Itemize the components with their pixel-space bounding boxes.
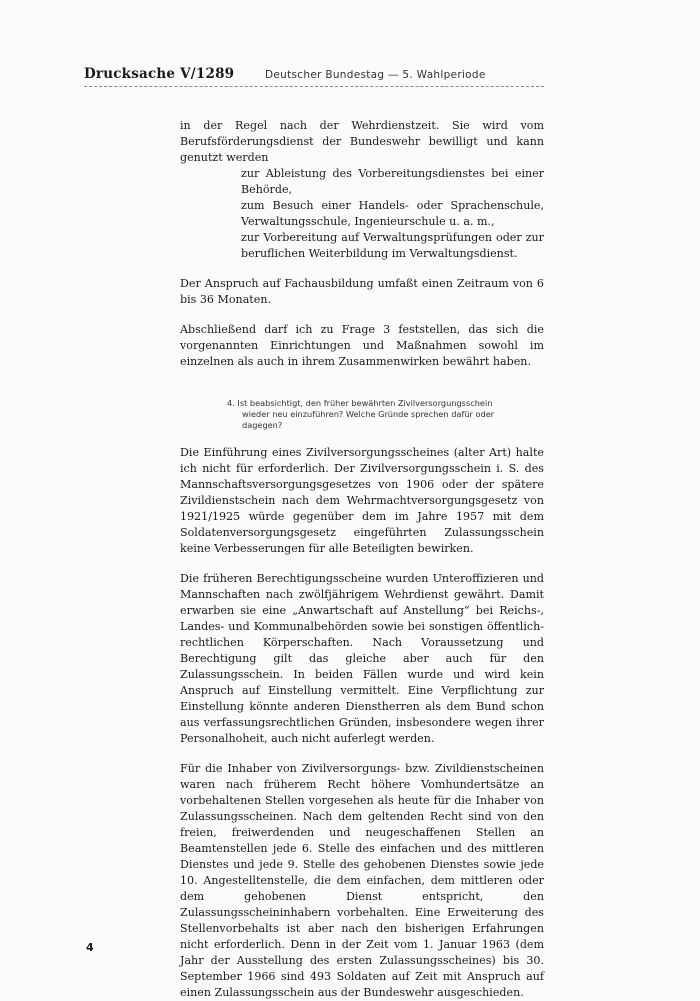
question-line: dagegen?	[242, 420, 283, 430]
answer-paragraph-2: Die früheren Berechtigungsscheine wurden Unteroffizieren und Mannschaften nach zwölfjährigem Wehrdienst gewährt. Damit erwarben sie eine „Anwartschaft auf Anstellung“ bei Reichs-, Landes- und Kommunalbehörden sowie bei sonstigen öffentlich-rechtlichen Körperschaften. Nach Voraussetzung und Berechtigung gilt das gleiche aber auch für den Zulassungsschein. In beiden Fällen wurde und wird kein Anspruch auf Einstellung vermittelt. Eine Verpflichtung zur Einstellung könnte anderen Dienstherren als dem Bund schon aus verfassungsrechtlichen Gründen, insbesondere wegen ihrer Personalhoheit, auch nicht auferlegt werden.	[180, 572, 544, 745]
list-item: zum Besuch einer Handels- oder Sprachenschule, Verwaltungsschule, Ingenieurschule u. a. m.,	[241, 199, 544, 228]
page-header	[84, 64, 544, 87]
claim-paragraph: Der Anspruch auf Fachausbildung umfaßt einen Zeitraum von 6 bis 36 Monaten.	[180, 277, 544, 306]
issuer-line: Deutscher Bundestag — 5. Wahlperiode	[265, 69, 486, 81]
document-number: Drucksache V/1289	[84, 66, 235, 82]
list-item: zur Vorbereitung auf Verwaltungsprüfungen oder zur beruflichen Weiterbildung im Verwaltungsdienst.	[241, 231, 544, 260]
question-line: 4. Ist beabsichtigt, den früher bewährten Zivilversorgungsschein	[227, 398, 493, 408]
question-line: wieder neu einzuführen? Welche Gründe sprechen dafür oder	[242, 409, 495, 419]
answer-paragraph-3: Für die Inhaber von Zivilversorgungs- bzw. Zivildienstscheinen waren nach früherem Recht höhere Vomhundertsätze an vorbehaltenen Stellen vorgesehen als heute für die Inhaber von Zulassungsscheinen. Nach dem geltenden Recht sind von den freien, freiwerdenden und neugeschaffenen Stellen an Beamtenstellen jede 6. Stelle des einfachen und des mittleren Dienstes und jede 9. Stelle des gehobenen Dienstes sowie jede 10. Angestelltenstelle, die dem einfachen, dem mittleren oder dem gehobenen Dienst entspricht, den Zulassungsscheininhabern vorbehalten. Eine Erweiterung des Stellenvorbehalts ist aber nach den bisherigen Erfahrungen nicht erforderlich. Denn in der Zeit vom 1. Januar 1963 (dem Jahr der Ausstellung des ersten Zulassungsscheines) bis 30. September 1966 sind 493 Soldaten auf Zeit mit Anspruch auf einen Zulassungsschein aus der Bundeswehr ausgeschieden.	[180, 762, 544, 999]
usage-list	[241, 166, 544, 262]
page-number: 4	[86, 941, 94, 954]
answer-paragraph-1: Die Einführung eines Zivilversorgungsscheines (alter Art) halte ich nicht für erforderlich. Der Zivilversorgungsschein i. S. des Mannschaftsversorgungsgesetzes von 1906 oder der spätere Zivildienstschein nach dem Wehrmachtversorgungsgesetz von 1921/1925 würde gegenüber dem im Jahre 1957 mit dem Soldatenversorgungsgesetz eingeführten Zulassungsschein keine Verbesserungen für alle Beteiligten bewirken.	[180, 446, 544, 555]
question-4	[227, 398, 544, 431]
body-text	[180, 118, 544, 1001]
list-item: zur Ableistung des Vorbereitungsdienstes bei einer Behörde,	[241, 167, 544, 196]
conclusion-paragraph: Abschließend darf ich zu Frage 3 feststellen, das sich die vorgenannten Einrichtungen und Maßnahmen sowohl im einzelnen als auch in ihrem Zusammenwirken bewährt haben.	[180, 323, 544, 368]
intro-paragraph: in der Regel nach der Wehrdienstzeit. Sie wird vom Berufsförderungsdienst der Bundeswehr bewilligt und kann genutzt werden	[180, 119, 544, 164]
